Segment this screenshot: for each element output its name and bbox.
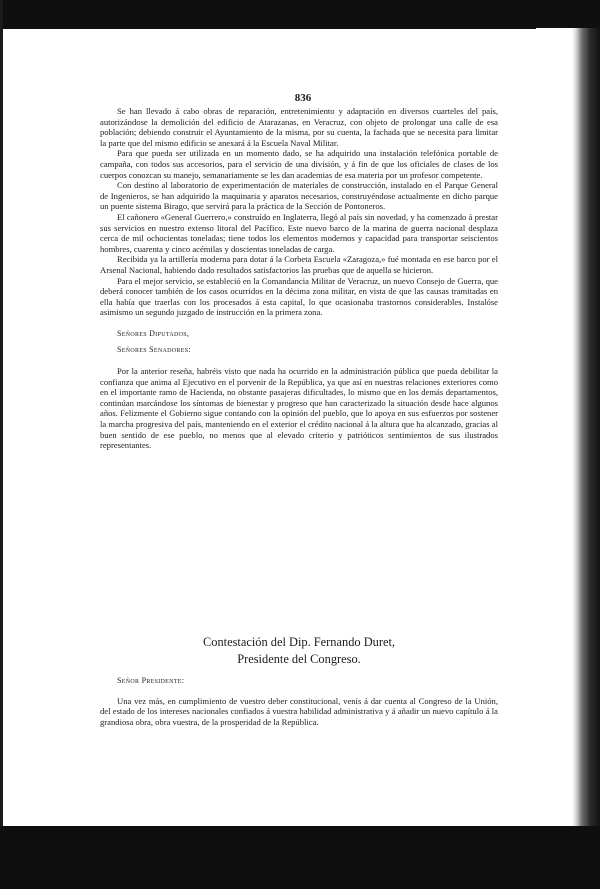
page-number: 836 (294, 92, 312, 104)
paragraph: Recibida ya la artillería moderna para dotar á la Corbeta Escuela «Zaragoza,» fué montada en ese barco por el Arsenal Nacional, habiendo dado resultados satisfactorios las pruebas que de aquella se hicieron. (100, 254, 498, 275)
paragraph: Para el mejor servicio, se estableció en la Comandancia Militar de Veracruz, un nuevo Consejo de Guerra, que deberá conocer también de los casos ocurridos en la décima zona militar, en vista de que las causas tramitadas en ella había que traerlas con los procesados á esta capital, lo que ocasionaba trastornos considerables. Instalóse asimismo un segundo juzgado de instrucción en la primera zona. (100, 275, 498, 318)
paragraph: Se han llevado á cabo obras de reparación, entretenimiento y adaptación en diversos cuarteles del país, autorizándose la demolición del edificio de Atarazanas, en Veracruz, con objeto de prolongar una calle de esa población; debiendo construir el Ayuntamiento de la misma, por su cuenta, la fachada que se necesita para limitar la parte que del mismo edificio se anexará á la Escuela Naval Militar. (100, 106, 498, 148)
heading-line-1: Contestación del Dip. Fernando Duret, (202, 635, 395, 649)
address-diputados: Señores Diputados, (117, 328, 190, 338)
section-heading (100, 634, 498, 668)
paragraph: Con destino al laboratorio de experimentación de materiales de construcción, instalado en el Parque General de Ingenieros, se han adquirido la maquinaria y aparatos necesarios, construyéndose actualmente en dicho parque un puente sistema Birago, que servirá para la práctica de la Sección de Pontoneros. (100, 180, 498, 212)
paragraph: Para que pueda ser utilizada en un momento dado, se ha adquirido una instalación telefónica portable de campaña, con todos sus accesorios, para el servicio de una división, y á fin de que los oficiales de clases de los cuerpos conozcan su manejo, semanariamente se les dan academias de esa materia por un profesor competente. (100, 148, 498, 180)
paragraph: El cañonero «General Guerrero,» construído en Inglaterra, llegó al país sin novedad, y ha comenzado á prestar sus servicios en nuestro extenso litoral del Pacífico. Este nuevo barco de la marina de guerra nacional desplaza cerca de mil ochocientas toneladas; tiene todos los elementos modernos y capacidad para transportar seiscientos hombres, cuarenta y cinco acémilas y doscientas toneladas de carga. (100, 211, 498, 254)
address-senadores: Señores Senadores: (117, 345, 191, 355)
address-presidente: Señor Presidente: (117, 676, 185, 685)
closing-paragraph: Por la anterior reseña, habréis visto que nada ha ocurrido en la administración pública que pueda debilitar la confianza que anima al Ejecutivo en el porvenir de la República, ya que así en nuestras relaciones exteriores como en el importante ramo de Hacienda, no obstante pasajeras dificultades, lo mismo que en los demás departamentos, continúan marcándose los síntomas de bienestar y progreso que han caracterizado la situación desde hace algunos años. Felizmente el Gobierno sigue contando con la opinión del pueblo, que lo apoya en sus esfuerzos por sostener la marcha progresiva del país, manteniendo en el exterior el crédito nacional á la altura que ha alcanzado, gracias al buen sentido de ese pueblo, no menos que al elevado criterio y patrióticos sentimientos de sus ilustrados representantes. (100, 366, 498, 451)
scan-border-left (0, 0, 3, 889)
scan-border-top (0, 0, 600, 29)
scan-border-right (536, 28, 600, 828)
heading-line-2: Presidente del Congreso. (237, 652, 361, 666)
scan-border-bottom (0, 826, 600, 889)
report-body (100, 106, 498, 451)
reply-body (100, 676, 498, 727)
reply-paragraph: Una vez más, en cumplimiento de vuestro deber constitucional, venís á dar cuenta al Congreso de la Unión, del estado de los intereses nacionales confiados á vuestra habilidad administrativa y á añadir un nuevo capítulo á la grandiosa obra, obra vuestra, de la prosperidad de la República. (100, 695, 498, 727)
